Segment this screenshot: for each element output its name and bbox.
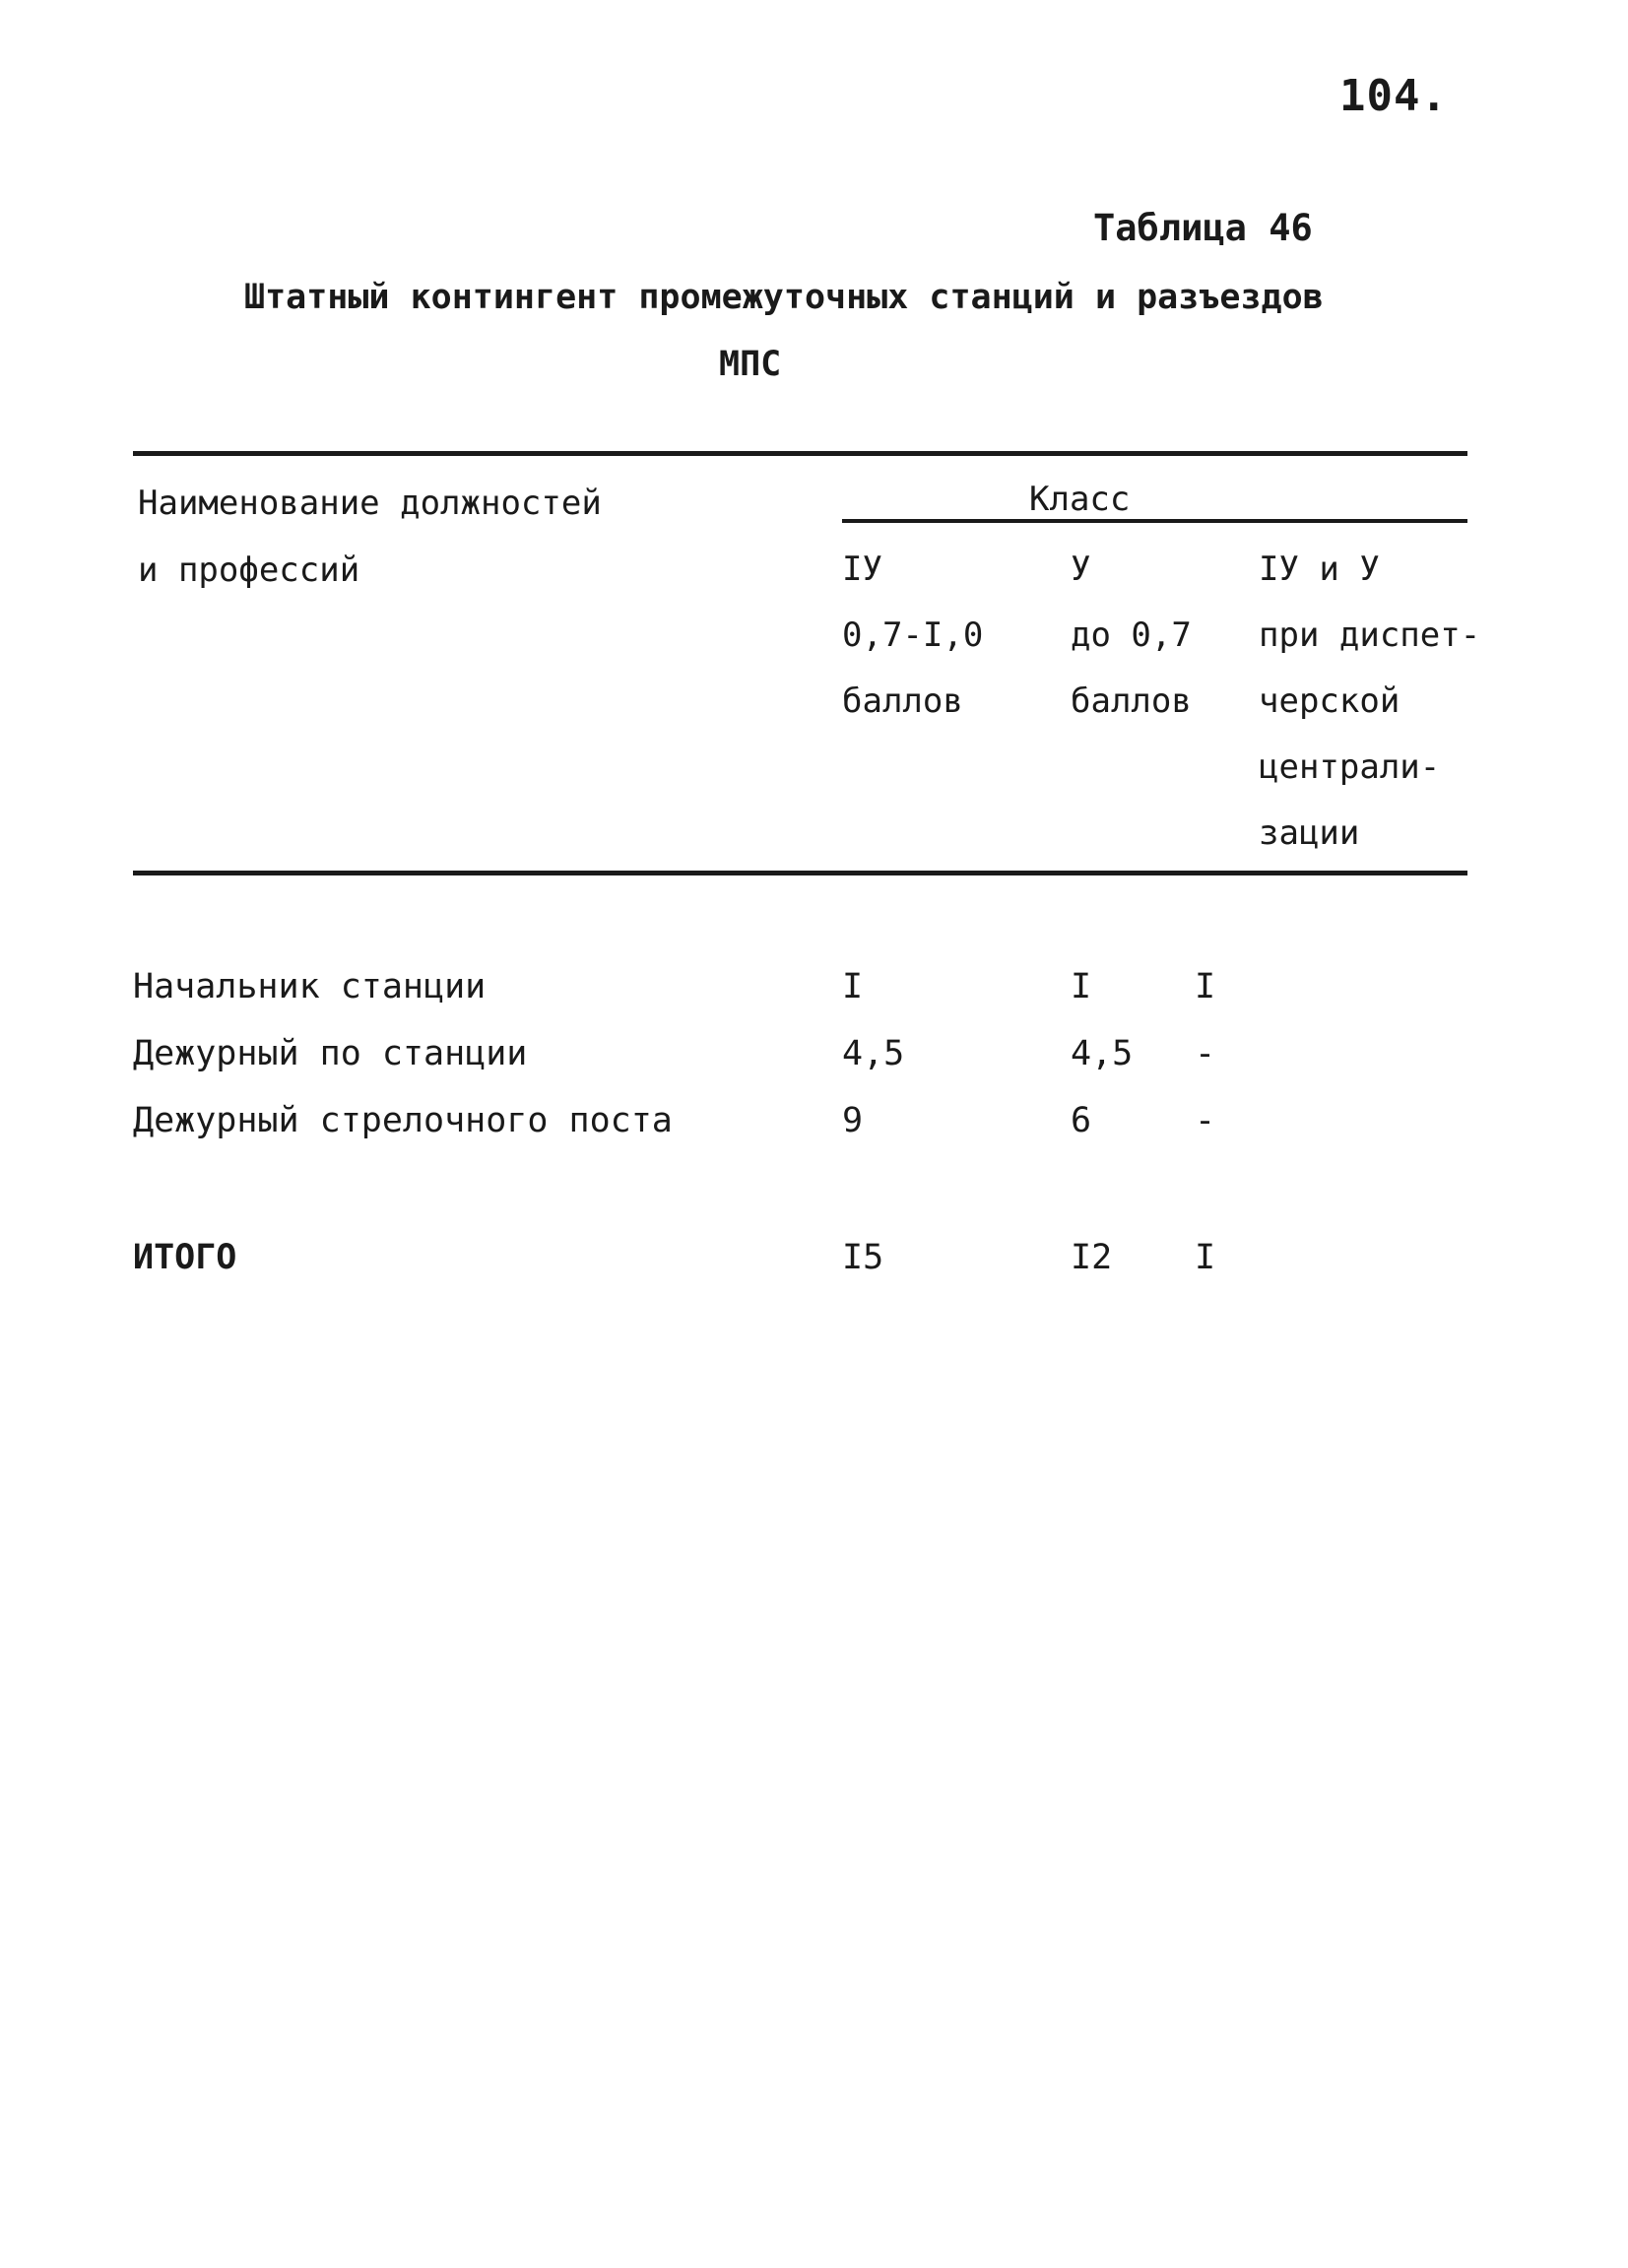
header-column-line: IУ и У	[1259, 550, 1380, 589]
value-class-iv: 4,5	[842, 1034, 905, 1073]
class-group-rule	[842, 519, 1467, 523]
header-column-line: У	[1071, 550, 1091, 589]
header-column-line: зации	[1259, 813, 1360, 853]
header-column-line: централи-	[1259, 747, 1441, 787]
value-class-v: 6	[1071, 1101, 1092, 1140]
header-position-line: и профессий	[138, 551, 360, 590]
table-row	[0, 953, 1628, 1020]
page-number: 104.	[1339, 71, 1448, 121]
header-column-line: при диспет-	[1259, 616, 1481, 655]
table-row	[0, 1020, 1628, 1087]
table-header-bottom-rule	[133, 871, 1467, 875]
position-name: Дежурный стрелочного поста	[133, 1101, 673, 1140]
table-total-row	[0, 1224, 1628, 1291]
value-dispatcher: -	[1195, 1034, 1216, 1073]
value-class-v: I	[1071, 967, 1092, 1006]
header-column-line: 0,7-I,0	[842, 616, 984, 655]
header-column-line: баллов	[842, 681, 963, 721]
header-position-name	[138, 470, 602, 604]
table-row	[0, 1087, 1628, 1154]
table-title: Штатный контингент промежуточных станций и разъездов	[244, 278, 1324, 317]
table-top-rule	[133, 451, 1467, 456]
value-dispatcher: -	[1195, 1101, 1216, 1140]
header-column-line: IУ	[842, 550, 882, 589]
header-class-column-2	[1071, 537, 1192, 735]
value-class-iv: I	[842, 967, 864, 1006]
total-class-v: I2	[1071, 1238, 1113, 1277]
header-column-line: до 0,7	[1071, 616, 1192, 655]
value-dispatcher: I	[1195, 967, 1216, 1006]
table-title-ministry: МПС	[719, 345, 782, 384]
header-class-label: Класс	[1029, 480, 1131, 519]
value-class-iv: 9	[842, 1101, 864, 1140]
header-column-line: черской	[1259, 681, 1400, 721]
total-class-iv: I5	[842, 1238, 884, 1277]
table-label: Таблица 46	[1093, 207, 1313, 249]
header-class-column-1	[842, 537, 983, 735]
total-label: ИТОГО	[133, 1238, 237, 1277]
value-class-v: 4,5	[1071, 1034, 1134, 1073]
position-name: Начальник станции	[133, 967, 487, 1006]
position-name: Дежурный по станции	[133, 1034, 528, 1073]
header-class-column-3	[1259, 537, 1480, 867]
header-column-line: баллов	[1071, 681, 1192, 721]
total-dispatcher: I	[1195, 1238, 1216, 1277]
header-position-line: Наименование должностей	[138, 484, 602, 523]
